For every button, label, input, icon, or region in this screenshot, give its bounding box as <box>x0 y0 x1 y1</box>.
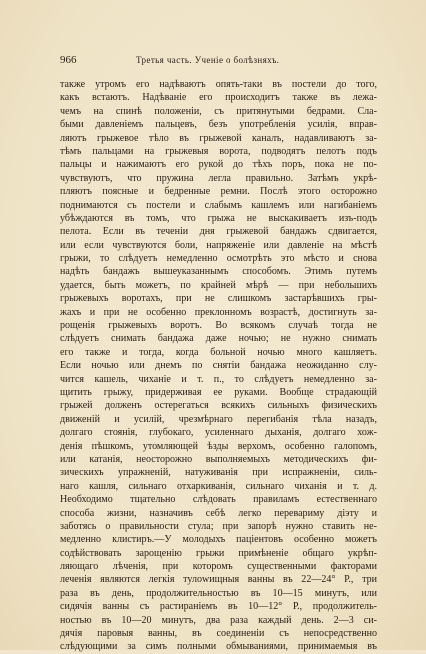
text-line: раза въ день, продолжительностью въ 10—15 минутъ, или <box>60 587 377 599</box>
text-line: ляющаго лѣченiя, при которомъ существенными факторами <box>60 561 377 573</box>
text-line: пелота. Если въ теченiи дня грыжевой бандажъ сдвигается, <box>60 226 377 238</box>
text-line: чится кашель, чиханiе и т. п., то слѣдуетъ немедленно за- <box>60 373 377 385</box>
text-line: какъ встаютъ. Надѣванiе его происходитъ также въ лежа- <box>60 92 377 104</box>
text-line: ностью въ 10—20 минутъ, два раза каждый день. 2—3 си- <box>60 614 377 626</box>
page-header <box>60 54 376 68</box>
text-line: рощенiя грыжевыхъ воротъ. Во всякомъ случаѣ тогда не <box>60 320 377 332</box>
text-line: его также и тогда, когда больной ночью много кашляетъ. <box>60 346 377 358</box>
text-line: грыжей долженъ остерегаться всякихъ сильныхъ физическихъ <box>60 400 377 412</box>
text-line: содѣйствовать зарощенiю грыжи примѣненiе общаго укрѣп- <box>60 547 377 559</box>
text-line: или если чувствуются боли, напряженiе или давленiе на мѣстѣ <box>60 239 377 251</box>
text-line: способа жизни, назначивъ себѣ легко перевариму діэту и <box>60 507 377 519</box>
text-line: грыжи, то слѣдуетъ немедленно осмотрѣть это мѣсто и снова <box>60 253 377 265</box>
text-line: чувствуютъ, что пружина легла правильно. Затѣмъ укрѣ- <box>60 172 377 184</box>
text-line: денiя пѣшкомъ, утомляющей ѣзды верхомъ, особенно галопомъ, <box>60 440 377 452</box>
text-line: заботясь о правильности стула; при запорѣ нужно ставить не- <box>60 520 377 532</box>
text-line: пальцы и нажимаютъ его рукой до тѣхъ поръ, пока не по- <box>60 159 377 171</box>
text-line: ляютъ грыжевое тѣло въ грыжевой каналъ, надавливаютъ за- <box>60 132 377 144</box>
text-line: Необходимо тщательно слѣдовать правиламъ естественнаго <box>60 494 377 506</box>
text-line: поднимаются съ постели и слабымъ кашлемъ или нагибанiемъ <box>60 199 377 211</box>
running-head: Третья часть. Ученiе о болѣзняхъ. <box>136 55 280 65</box>
text-line: удается, быть можетъ, по крайней мѣрѣ — при небольшихъ <box>60 279 377 291</box>
text-line: медленно клистиръ.—У молодыхъ пацiентовъ особенно можетъ <box>60 534 377 546</box>
text-line: пляютъ поясные и бедренные ремни. Послѣ этого осторожно <box>60 186 377 198</box>
page-number: 966 <box>60 54 77 66</box>
body-text <box>60 78 377 654</box>
text-line: леченiя являются легкiя тулowищныя ванны въ 22—24° Р., три <box>60 574 377 586</box>
text-line: жахъ и при не особенно преклонномъ возрастѣ, достигнуть за- <box>60 306 377 318</box>
text-line: зическихъ упражненiй, натуживанiя при испражненiи, силь- <box>60 467 377 479</box>
text-line: щитить грыжу, придерживая ее руками. Вообще страдающiй <box>60 386 377 398</box>
text-line: наго кашля, сильнаго отхаркиванiя, сильнаго чиханiя и т. д. <box>60 480 377 492</box>
text-line: грыжевыхъ воротахъ, при не слишкомъ застарѣвшихъ гры- <box>60 293 377 305</box>
text-line: Если ночью или днемъ по снятiи бандажа неожиданно слу- <box>60 360 377 372</box>
text-line: также утромъ его надѣваютъ опять-таки въ постели до того, <box>60 79 377 90</box>
text-line: долгаго стоянiя, глубокаго, усиленнаго дыханiя, долгаго хож- <box>60 427 377 439</box>
text-line: быми давленiемъ пальцевъ, безъ употребленiя усилiя, вправ- <box>60 119 377 131</box>
text-line: убѣждаются въ томъ, что грыжа не выскакиваетъ изъ-подъ <box>60 212 377 224</box>
text-line: или катанiя, неосторожно выполняемыхъ методическихъ фи- <box>60 453 377 465</box>
text-line: слѣдуетъ снимать бандажа даже ночью; не нужно снимать <box>60 333 377 345</box>
text-line: чемъ на спинѣ положенiи, съ притянутыми бедрами. Сла- <box>60 105 377 117</box>
text-line: движенiй и усилiй, чрезмѣрнаго перегибанiя тѣла назадъ, <box>60 413 377 425</box>
text-line: дячiя паровыя ванны, въ соединенiи съ непосредственно <box>60 628 377 640</box>
text-line: надѣть бандажъ вышеуказаннымъ способомъ. Этимъ путемъ <box>60 266 377 278</box>
text-line: сидячiя ванны съ растиранiемъ въ 10—12° Р., продолжитель- <box>60 601 377 613</box>
text-line: слѣдующими за симъ полными обмываниями, принимаемыя въ <box>60 641 377 653</box>
text-line: тѣмъ пальцами на грыжевыя ворота, подводятъ пелотъ подъ <box>60 145 377 157</box>
